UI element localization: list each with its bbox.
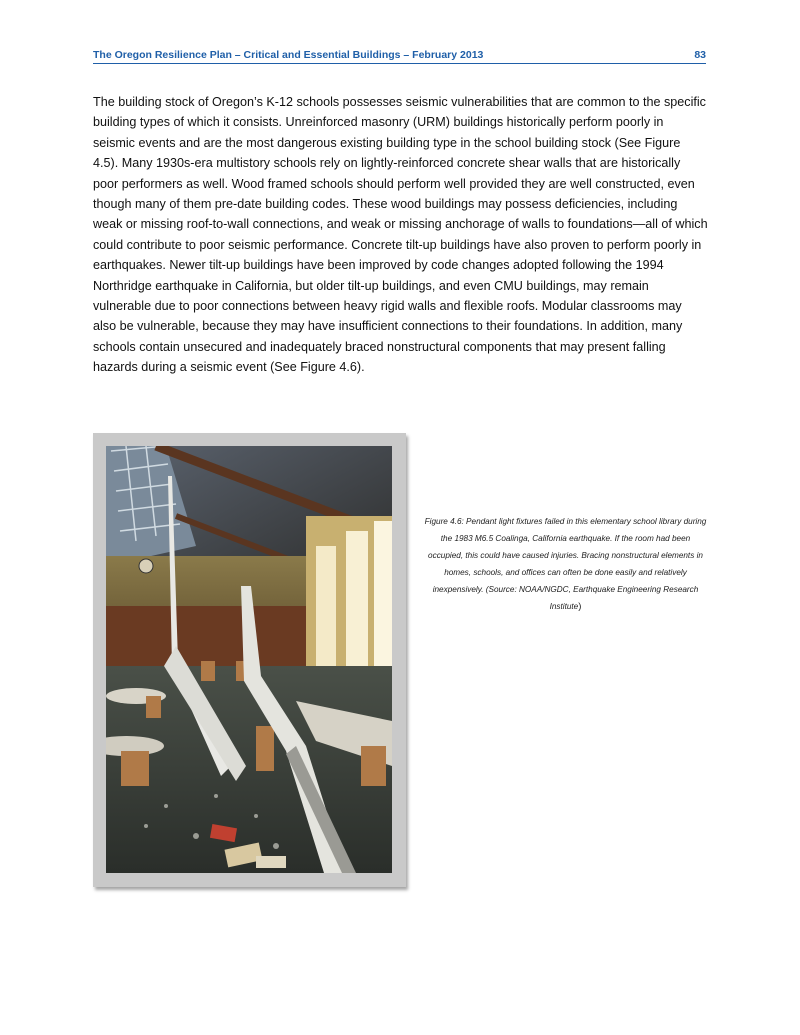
caption-text: Figure 4.6: Pendant light fixtures failed in this elementary school library during the 1983 M6.5 Coalinga, California earthquake. If the room had been occupied, this could have caused injuries. Bracing nonstructural elements in homes, schools, and offices can often be done easily and relatively inexpensively. (Source: NOAA/NGDC, Earthquake Engineering Research Institute (424, 517, 707, 611)
figure-caption (423, 513, 708, 615)
caption-close-paren: ) (578, 601, 582, 612)
page-number: 83 (694, 49, 706, 61)
earthquake-library-photo (106, 446, 392, 873)
header-title: The Oregon Resilience Plan – Critical and Essential Buildings – February 2013 (93, 49, 484, 61)
figure-frame (93, 433, 406, 887)
running-header (93, 49, 706, 64)
body-paragraph: The building stock of Oregon’s K-12 schools possesses seismic vulnerabilities that are common to the specific building types of which it consists. Unreinforced masonry (URM) buildings historically perform poorly in seismic events and are the most dangerous existing building type in the school building stock (See Figure 4.5). Many 1930s-era multistory schools rely on lightly-reinforced concrete shear walls that are historically poor performers as well. Wood framed schools should perform well provided they are well constructed, even though many of them pre-date building codes. These wood buildings may possess deficiencies, including weak or missing roof-to-wall connections, and weak or missing anchorage of walls to foundations—all of which could contribute to poor seismic performance. Concrete tilt-up buildings have also proven to perform poorly in earthquakes. Newer tilt-up buildings have been improved by code changes adopted following the 1994 Northridge earthquake in California, but older tilt-up buildings, and even CMU buildings, may remain vulnerable due to poor connections between heavy rigid walls and flexible roofs. Modular classrooms may also be vulnerable, because they may have insufficient connections to their foundations. In addition, many schools contain unsecured and inadequately braced nonstructural components that may present falling hazards during a seismic event (See Figure 4.6). (93, 95, 708, 375)
